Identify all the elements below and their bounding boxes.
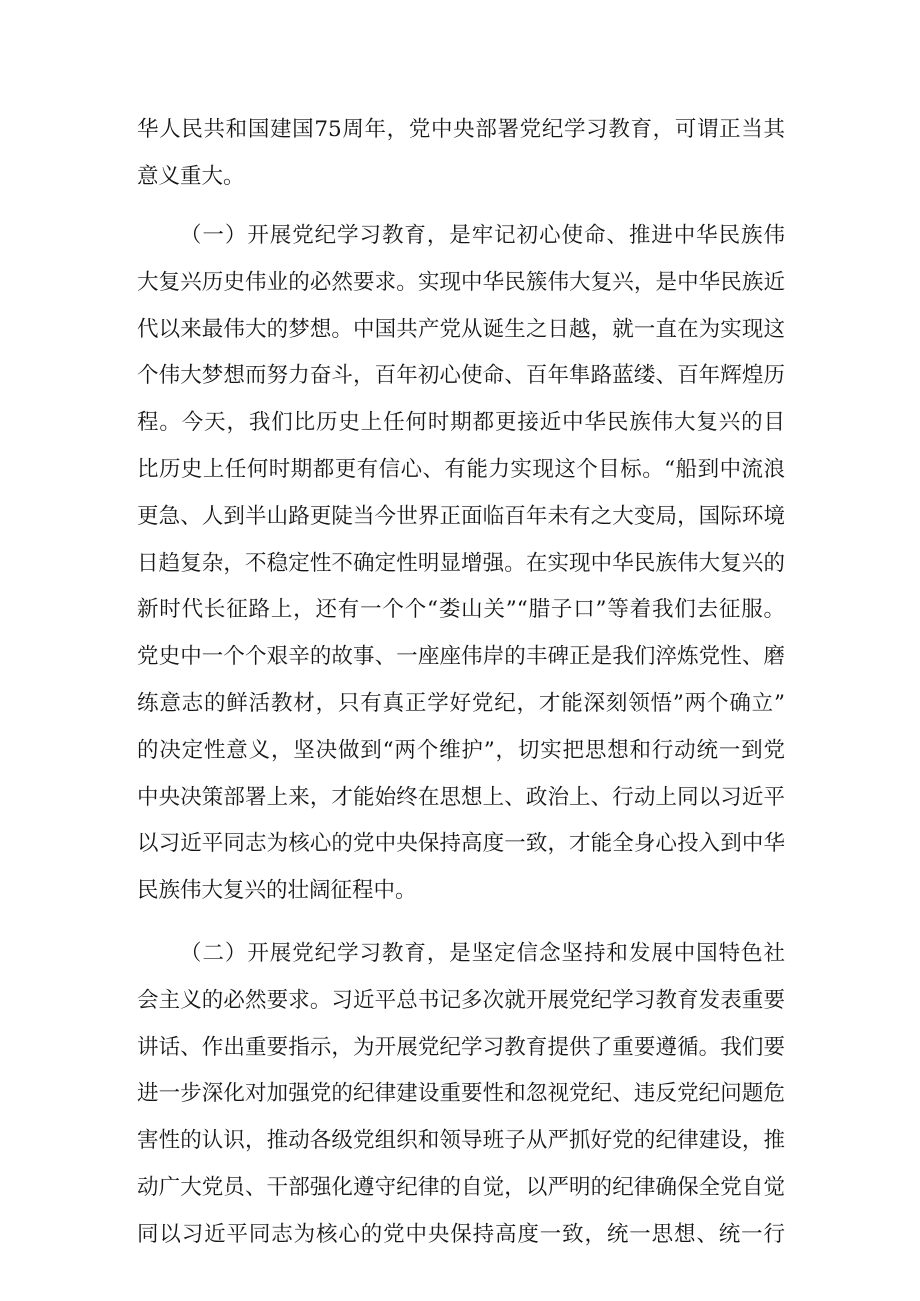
text-line: 个伟大梦想而努力奋斗，百年初心使命、百年隼路蓝缕、百年辉煌历 <box>137 363 785 389</box>
text-line: 华人民共和国建国75周年，党中央部署党纪学习教育，可谓正当其 <box>137 117 785 142</box>
text-line: 同以习近平同志为核心的党中央保持高度一致，统一思想、统一行 <box>137 1221 785 1247</box>
text-line: 新时代长征路上，还有一个个“娄山关”“腊子口”等着我们去征服。 <box>137 597 785 623</box>
text-line: 大复兴历史伟业的必然要求。实现中华民簇伟大复兴，是中华民族近 <box>137 269 785 295</box>
text-line: 讲话、作出重要指示，为开展党纪学习教育提供了重要遵循。我们要 <box>137 1034 785 1060</box>
text-line: 会主义的必然要求。习近平总书记多次就开展党纪学习教育发表重要 <box>137 987 785 1013</box>
text-line: 动广大党员、干部强化遵守纪律的自觉，以严明的纪律确保全党自觉 <box>137 1174 785 1200</box>
text-line: 练意志的鲜活教材，只有真正学好党纪，才能深刻领悟”两个确立” <box>137 690 785 716</box>
text-line: 以习近平同志为核心的党中央保持高度一致，才能全身心投入到中华 <box>137 831 785 857</box>
section-heading-line: （一）开展党纪学习教育，是牢记初心使命、推进中华民族伟 <box>180 223 785 248</box>
text-line: 党史中一个个艰辛的故事、一座座伟岸的丰碑正是我们淬炼党性、磨 <box>137 644 785 670</box>
text-line: 的决定性意义，坚决做到“两个维护”，切实把思想和行动统一到党 <box>137 737 785 763</box>
text-line: 比历史上任何时期都更有信心、有能力实现这个目标。“船到中流浪 <box>137 456 785 482</box>
text-line: 代以来最伟大的梦想。中国共产党从诞生之日越，就一直在为实现这 <box>137 316 785 342</box>
section-heading-line: （二）开展党纪学习教育，是坚定信念坚持和发展中国特色社 <box>180 941 785 966</box>
paragraph-section-one <box>137 213 785 915</box>
text-line: 程。今天，我们比历史上任何时期都更接近中华民族伟大复兴的目 <box>137 410 785 436</box>
text-line: 更急、人到半山路更陡当今世界正面临百年未有之大变局，国际环境 <box>137 503 785 529</box>
text-line: 意义重大。 <box>137 163 245 189</box>
text-line: 民族伟大复兴的壮阔征程中。 <box>137 878 417 904</box>
paragraph-section-two <box>137 931 785 1259</box>
text-line: 害性的认识，推动各级党组织和领导班子从严抓好党的纪律建设，推 <box>137 1128 785 1154</box>
text-line: 日趋复杂，不稳定性不确定性明显增强。在实现中华民族伟大复兴的 <box>137 550 785 576</box>
text-line: 中央决策部署上来，才能始终在思想上、政治上、行动上同以习近平 <box>137 784 785 810</box>
text-line: 进一步深化对加强党的纪律建设重要性和忽视党纪、违反党纪问题危 <box>137 1081 785 1107</box>
paragraph-intro <box>137 107 785 201</box>
